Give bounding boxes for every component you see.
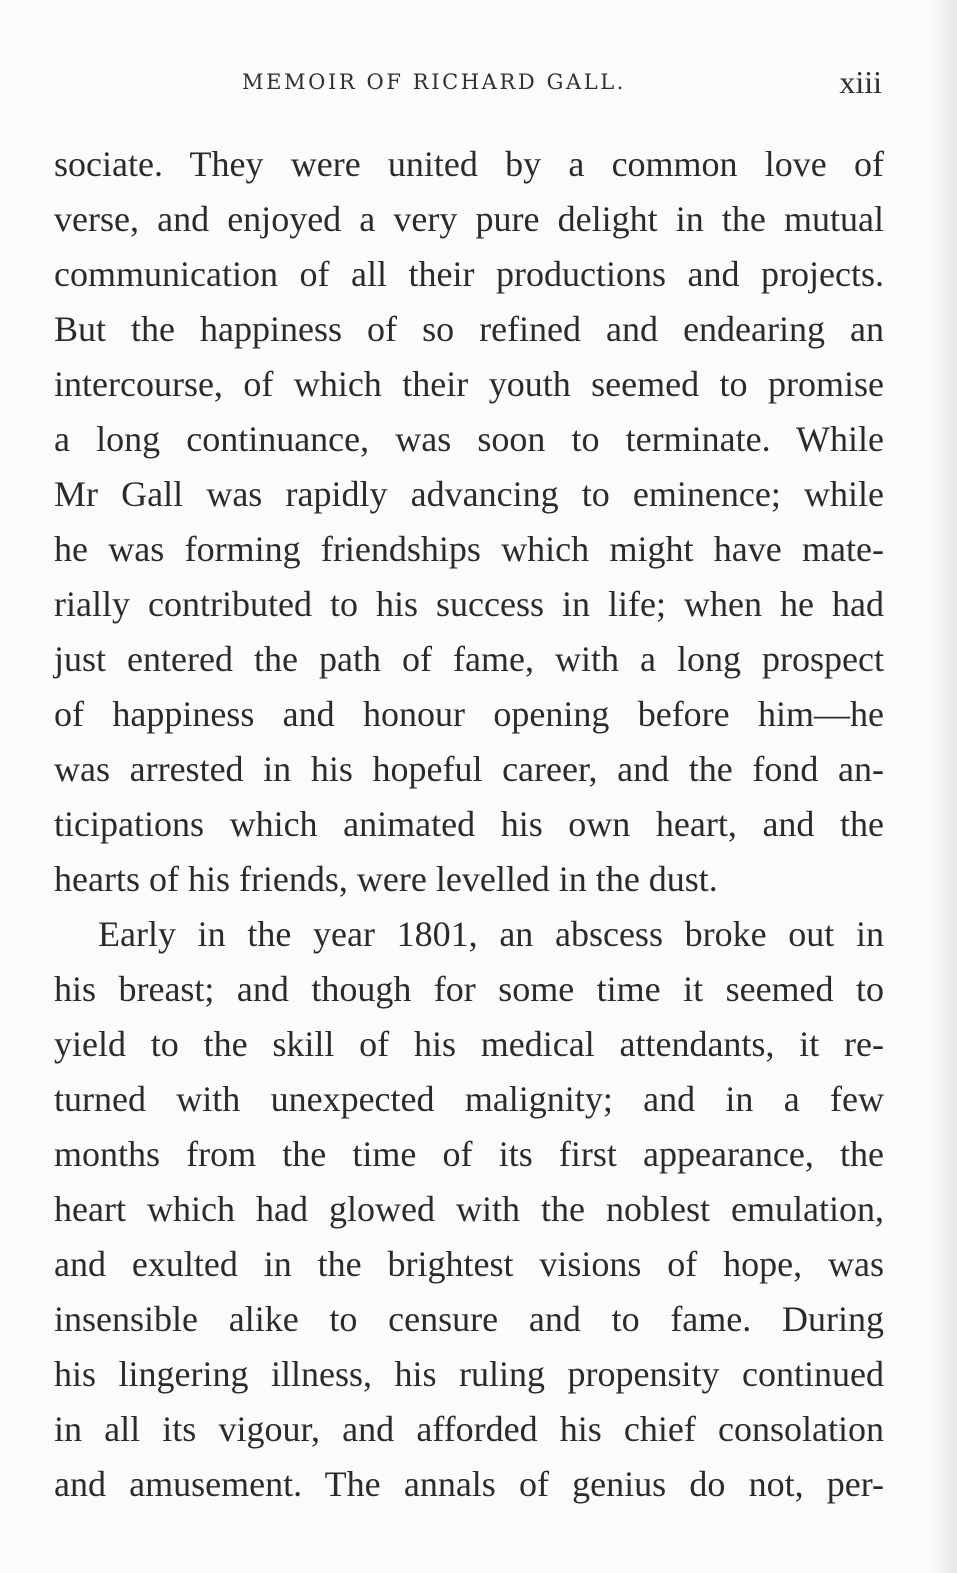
text-line: But the happiness of so refined and endearing an [54,309,884,349]
text-line: a long continuance, was soon to terminate. While [54,419,884,459]
page-number: xiii [839,64,882,100]
text-line: and amusement. The annals of genius do not, per- [54,1464,884,1504]
text-line: heart which had glowed with the noblest emulation, [54,1189,884,1229]
text-line: months from the time of its first appearance, the [54,1134,884,1174]
text-line: yield to the skill of his medical attendants, it re- [54,1024,884,1064]
text-line: rially contributed to his success in life; when he had [54,584,884,624]
paragraph-2 [54,907,884,1512]
body-text [54,137,884,1512]
text-line: communication of all their productions and projects. [54,254,884,294]
text-line: turned with unexpected malignity; and in a few [54,1079,884,1119]
text-line: his breast; and though for some time it seemed to [54,969,884,1009]
text-line: his lingering illness, his ruling propensity continued [54,1354,884,1394]
text-line: hearts of his friends, were levelled in the dust. [54,859,718,899]
text-line: and exulted in the brightest visions of hope, was [54,1244,884,1284]
text-line: verse, and enjoyed a very pure delight in the mutual [54,199,884,239]
text-line: of happiness and honour opening before him—he [54,694,884,734]
text-line: sociate. They were united by a common love of [54,144,884,184]
text-line: Early in the year 1801, an abscess broke out in [98,914,884,954]
text-line: he was forming friendships which might have mate- [54,529,884,569]
text-line: intercourse, of which their youth seemed to promise [54,364,884,404]
paragraph-1 [54,137,884,907]
text-line: just entered the path of fame, with a long prospect [54,639,884,679]
text-line: ticipations which animated his own heart, and the [54,804,884,844]
running-title: MEMOIR OF RICHARD GALL. [242,70,627,94]
page-edge-shadow [929,0,957,1573]
text-line: Mr Gall was rapidly advancing to eminence; while [54,474,884,514]
text-line: in all its vigour, and afforded his chief consolation [54,1409,884,1449]
page-header [242,60,882,110]
text-line: was arrested in his hopeful career, and the fond an- [54,749,884,789]
text-line: insensible alike to censure and to fame. During [54,1299,884,1339]
